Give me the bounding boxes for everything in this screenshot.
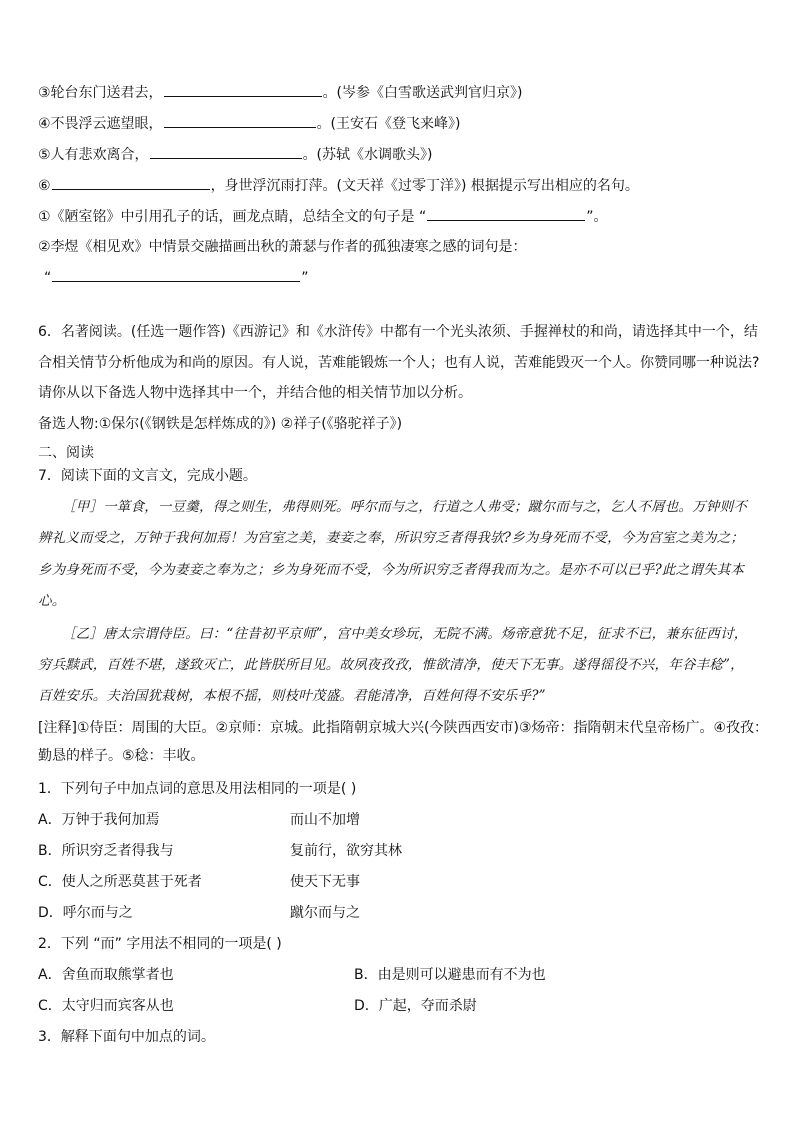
- answer-blank[interactable]: [164, 82, 322, 97]
- option-c[interactable]: C．使人之所恶莫甚于死者: [38, 874, 202, 890]
- option-compare: 复前行，欲穷其林: [290, 843, 402, 859]
- sub3-question: 3．解释下面句中加点的词。: [38, 1029, 215, 1045]
- notes-line-1: [注释]①侍臣：周围的大臣。②京师：京城。此指隋朝京城大兴(今陕西西安市)③炀帝：指隋朝末代皇帝杨广。④孜孜：: [38, 720, 769, 736]
- sub1-option-row: [38, 872, 638, 892]
- sub2-option-row: [38, 996, 738, 1016]
- option-b[interactable]: B．所识穷乏者得我与: [38, 843, 174, 859]
- line-prefix: ①《陋室铭》中引用孔子的话，画龙点睛，总结全文的句子是 “: [38, 209, 427, 225]
- answer-blank[interactable]: [52, 175, 210, 190]
- section-heading: 二、阅读: [38, 445, 94, 461]
- q7-intro: 7．阅读下面的文言文，完成小题。: [38, 468, 257, 484]
- poem-fill-line-4: [38, 113, 461, 134]
- line-suffix: 。(苏轼《水调歌头》): [302, 147, 433, 163]
- q6-line-3: 请你从以下备选人物中选择其中一个，并结合他的相关情节加以分析。: [38, 385, 472, 401]
- line-prefix: “: [44, 270, 52, 286]
- line-prefix: ④不畏浮云遮望眼，: [38, 116, 163, 132]
- q6-line-4: 备选人物:①保尔(《钢铁是怎样炼成的》) ②祥子(《骆驼祥子》): [38, 416, 403, 432]
- passage-jia-line-1: ［甲］一箪食，一豆羹，得之则生，弗得则死。呼尔而与之，行道之人弗受；蹴尔而与之，乞人不屑也。万钟则不: [62, 499, 747, 515]
- poem-fill-line-3: [38, 82, 523, 103]
- line-suffix: ，身世浮沉雨打萍。(文天祥《过零丁洋》) 根据提示写出相应的名句。: [210, 178, 639, 194]
- line-prefix: ⑤人有悲欢离合，: [38, 147, 149, 163]
- line-suffix: ”: [301, 270, 309, 286]
- option-c[interactable]: C．太守归而宾客从也: [38, 998, 174, 1014]
- passage-jia-line-3: 乡为身死而不受，今为妻妾之奉为之；乡为身死而不受，今为所识穷乏者得我而为之。是亦不可以已乎?此之谓失其本: [38, 562, 745, 578]
- notes-line-2: 勤恳的样子。⑤稔：丰收。: [38, 748, 205, 764]
- sub1-option-row: [38, 903, 638, 923]
- passage-jia-line-2: 辨礼义而受之，万钟于我何加焉！为宫室之美，妻妾之奉，所识穷乏者得我欤?乡为身死而不受，今为宫室之美为之；: [38, 530, 745, 546]
- option-compare: 蹴尔而与之: [290, 905, 360, 921]
- answer-blank[interactable]: [150, 144, 302, 159]
- answer-blank[interactable]: [164, 113, 316, 128]
- passage-yi-line-1: ［乙］唐太宗谓侍臣。曰：“往昔初平京师”，宫中美女珍玩，无院不满。炀帝意犹不足，征求不已，兼东征西讨，: [62, 626, 748, 642]
- option-compare: 使天下无事: [290, 874, 360, 890]
- line-prefix: ⑥: [38, 178, 51, 194]
- option-a[interactable]: A．舍鱼而取熊掌者也: [38, 967, 174, 983]
- passage-jia-line-4: 心。: [38, 593, 66, 609]
- option-a[interactable]: A．万钟于我何加焉: [38, 812, 160, 828]
- q6-line-1: 6．名著阅读。(任选一题作答)《西游记》和《水浒传》中都有一个光头浓须、手握禅杖的和尚，请选择其中一个，结: [38, 324, 758, 340]
- poem-fill-line-6: [38, 175, 639, 196]
- q6-line-2: 合相关情节分析他成为和尚的原因。有人说，苦难能锻炼一个人；也有人说，苦难能毁灭一个人。你赞同哪一种说法?: [38, 355, 760, 371]
- sub2-question: 2．下列 “而” 字用法不相同的一项是( ): [38, 936, 282, 952]
- sub2-option-row: [38, 965, 738, 985]
- line-suffix: 。(岑参《白雪歌送武判官归京》): [322, 85, 523, 101]
- option-compare: 而山不加增: [290, 812, 360, 828]
- answer-blank[interactable]: [52, 267, 300, 282]
- sub1-option-row: [38, 810, 638, 830]
- line-suffix: 。(王安石《登飞来峰》): [316, 116, 461, 132]
- line-prefix: ③轮台东门送君去，: [38, 85, 163, 101]
- option-d[interactable]: D．广起，夺而杀尉: [354, 998, 477, 1014]
- poem-fill-line-9: [44, 267, 309, 288]
- passage-yi-line-2: 穷兵黩武，百姓不堪，遂致灭亡，此皆朕所目见。故夙夜孜孜，惟欲清净，使天下无事。遂得徭役不兴，年谷丰稔”，: [38, 657, 744, 673]
- sub1-question: 1．下列句子中加点词的意思及用法相同的一项是( ): [38, 781, 357, 797]
- answer-blank[interactable]: [427, 206, 585, 221]
- passage-yi-line-3: 百姓安乐。夫治国犹栽树，本根不摇，则枝叶茂盛。君能清净，百姓何得不安乐乎?”: [38, 688, 546, 704]
- poem-fill-line-5: [38, 144, 433, 165]
- line-suffix: ”。: [586, 209, 608, 225]
- option-b[interactable]: B．由是则可以避患而有不为也: [354, 967, 546, 983]
- poem-fill-line-7: [38, 206, 608, 227]
- option-d[interactable]: D．呼尔而与之: [38, 905, 133, 921]
- poem-fill-line-8: ②李煜《相见欢》中情景交融描画出秋的萧瑟与作者的孤独凄寒之感的词句是：: [38, 239, 527, 255]
- sub1-option-row: [38, 841, 638, 861]
